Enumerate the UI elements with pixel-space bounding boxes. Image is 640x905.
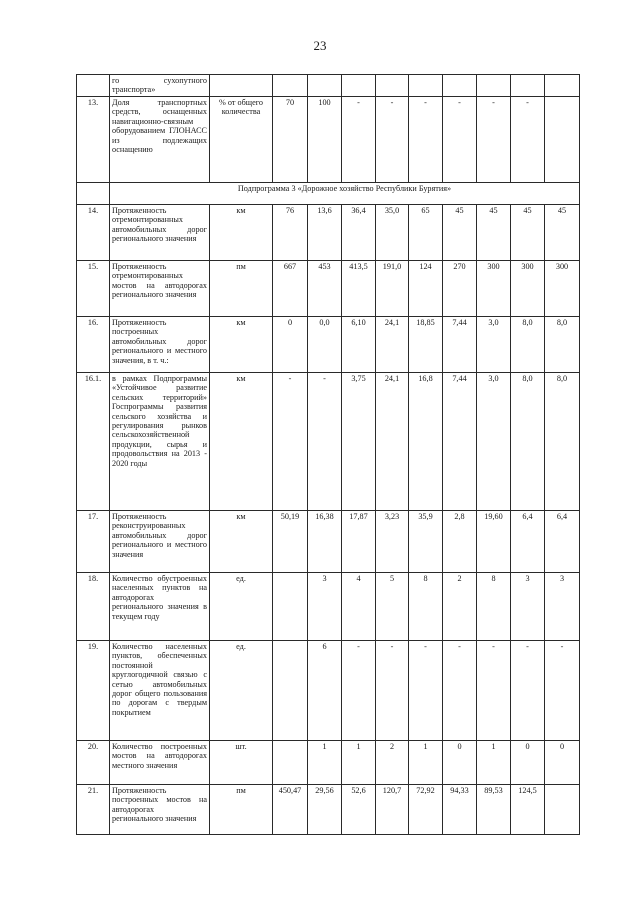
value-cell: 5 [376,573,409,641]
value-cell: 413,5 [342,261,376,317]
value-cell: 1 [409,741,443,785]
value-cell [273,573,308,641]
value-cell: 7,44 [443,373,477,511]
value-cell: 65 [409,205,443,261]
value-cell: 19,60 [477,511,511,573]
value-cell: - [477,641,511,741]
table-row [77,741,580,785]
value-cell: - [409,97,443,183]
row-number: 18. [77,573,110,641]
value-cell: 4 [342,573,376,641]
row-number [77,75,110,97]
row-number: 14. [77,205,110,261]
value-cell: 24,1 [376,373,409,511]
indicator-name: го сухопутного транспорта» [110,75,210,97]
table-row [77,97,580,183]
unit-of-measure: пм [210,261,273,317]
value-cell: 24,1 [376,317,409,373]
value-cell: - [342,641,376,741]
unit-of-measure: ед. [210,641,273,741]
value-cell: 6,10 [342,317,376,373]
section-title: Подпрограмма 3 «Дорожное хозяйство Республики Бурятия» [110,183,580,205]
value-cell: - [477,97,511,183]
row-number: 17. [77,511,110,573]
value-cell: 36,4 [342,205,376,261]
value-cell: 45 [477,205,511,261]
value-cell: 120,7 [376,785,409,835]
value-cell: 191,0 [376,261,409,317]
value-cell: - [511,641,545,741]
value-cell: 100 [308,97,342,183]
table-row [77,573,580,641]
section-row-group [77,183,580,205]
indicator-name: Протяженность построенных автомобильных дорог регионального и местного значения, в т. ч.: [110,317,210,373]
value-cell: 300 [545,261,580,317]
section-empty-cell [77,183,110,205]
unit-of-measure [210,75,273,97]
value-cell: 1 [342,741,376,785]
unit-of-measure: км [210,317,273,373]
table-row [77,511,580,573]
unit-of-measure: пм [210,785,273,835]
value-cell: 35,0 [376,205,409,261]
indicator-name: Доля транспортных средств, оснащенных навигационно-связным оборудованием ГЛОНАСС из подлежащих оснащению [110,97,210,183]
indicator-name: Количество обустроенных населенных пунктов на автодорогах регионального значения в текущем году [110,573,210,641]
value-cell: 0 [273,317,308,373]
unit-of-measure: % от общего количества [210,97,273,183]
value-cell: 29,56 [308,785,342,835]
value-cell: - [273,373,308,511]
row-number: 15. [77,261,110,317]
value-cell: 35,9 [409,511,443,573]
table-body-after-section [77,205,580,835]
row-number: 19. [77,641,110,741]
value-cell: 270 [443,261,477,317]
value-cell: 89,53 [477,785,511,835]
row-number: 16.1. [77,373,110,511]
value-cell: 6,4 [511,511,545,573]
indicator-name: Протяженность отремонтированных автомобильных дорог регионального значения [110,205,210,261]
table-row [77,373,580,511]
value-cell: - [308,373,342,511]
value-cell: 0 [545,741,580,785]
value-cell: 6,4 [545,511,580,573]
value-cell [273,75,308,97]
value-cell: 0,0 [308,317,342,373]
value-cell: 8,0 [511,317,545,373]
value-cell: 3,0 [477,373,511,511]
value-cell: 50,19 [273,511,308,573]
value-cell: 124 [409,261,443,317]
table-body-before-section [77,75,580,183]
unit-of-measure: км [210,511,273,573]
value-cell [409,75,443,97]
value-cell: 8,0 [545,373,580,511]
value-cell: - [511,97,545,183]
value-cell: 72,92 [409,785,443,835]
value-cell [273,641,308,741]
value-cell: 8 [409,573,443,641]
value-cell: - [443,97,477,183]
table-row [77,785,580,835]
table-row [77,317,580,373]
value-cell: 2,8 [443,511,477,573]
value-cell: 453 [308,261,342,317]
value-cell: 45 [511,205,545,261]
value-cell: 70 [273,97,308,183]
value-cell: 45 [545,205,580,261]
indicator-name: Протяженность отремонтированных мостов на автодорогах регионального значения [110,261,210,317]
value-cell: 18,85 [409,317,443,373]
value-cell: - [545,641,580,741]
value-cell: 16,8 [409,373,443,511]
value-cell [545,97,580,183]
row-number: 20. [77,741,110,785]
value-cell: 2 [376,741,409,785]
value-cell: 52,6 [342,785,376,835]
value-cell: 300 [477,261,511,317]
indicators-table [76,74,580,835]
value-cell: 45 [443,205,477,261]
value-cell: - [376,641,409,741]
value-cell: 76 [273,205,308,261]
value-cell: 3 [308,573,342,641]
value-cell: 6 [308,641,342,741]
value-cell [477,75,511,97]
value-cell [443,75,477,97]
value-cell: 94,33 [443,785,477,835]
value-cell: 3,23 [376,511,409,573]
row-number: 21. [77,785,110,835]
value-cell: 450,47 [273,785,308,835]
row-number: 13. [77,97,110,183]
table-row [77,641,580,741]
value-cell: 667 [273,261,308,317]
indicator-name: в рамках Подпрограммы «Устойчивое развитие сельских территорий» Госпрограммы развития сельского хозяйства и регулирования рынков сельскохозяйственной продукции, сырья и продовольствия на 2013 - 2020 годы [110,373,210,511]
value-cell: 3,0 [477,317,511,373]
value-cell [545,75,580,97]
value-cell [308,75,342,97]
unit-of-measure: шт. [210,741,273,785]
unit-of-measure: км [210,205,273,261]
value-cell: - [443,641,477,741]
value-cell: 7,44 [443,317,477,373]
row-number: 16. [77,317,110,373]
value-cell: 0 [511,741,545,785]
value-cell [545,785,580,835]
value-cell [376,75,409,97]
value-cell: 8,0 [511,373,545,511]
value-cell: 3 [511,573,545,641]
value-cell: 2 [443,573,477,641]
value-cell: 1 [477,741,511,785]
value-cell: 16,38 [308,511,342,573]
value-cell: 0 [443,741,477,785]
value-cell: 300 [511,261,545,317]
value-cell [342,75,376,97]
value-cell: - [409,641,443,741]
value-cell: - [342,97,376,183]
page-number: 23 [313,38,327,53]
value-cell [273,741,308,785]
value-cell: 17,87 [342,511,376,573]
value-cell: 3 [545,573,580,641]
indicator-name: Протяженность построенных мостов на автодорогах регионального значения [110,785,210,835]
table-row [77,205,580,261]
value-cell: 124,5 [511,785,545,835]
indicator-name: Количество построенных мостов на автодорогах местного значения [110,741,210,785]
indicator-name: Протяженность реконструированных автомобильных дорог регионального и местного значения [110,511,210,573]
value-cell: 3,75 [342,373,376,511]
value-cell [511,75,545,97]
value-cell: 8,0 [545,317,580,373]
table-row [77,261,580,317]
value-cell: 13,6 [308,205,342,261]
value-cell: - [376,97,409,183]
section-row [77,183,580,205]
unit-of-measure: км [210,373,273,511]
table-row [77,75,580,97]
indicator-name: Количество населенных пунктов, обеспеченных постоянной круглогодичной связью с сетью автомобильных дорог общего пользования по дорогам с твердым покрытием [110,641,210,741]
value-cell: 8 [477,573,511,641]
unit-of-measure: ед. [210,573,273,641]
value-cell: 1 [308,741,342,785]
